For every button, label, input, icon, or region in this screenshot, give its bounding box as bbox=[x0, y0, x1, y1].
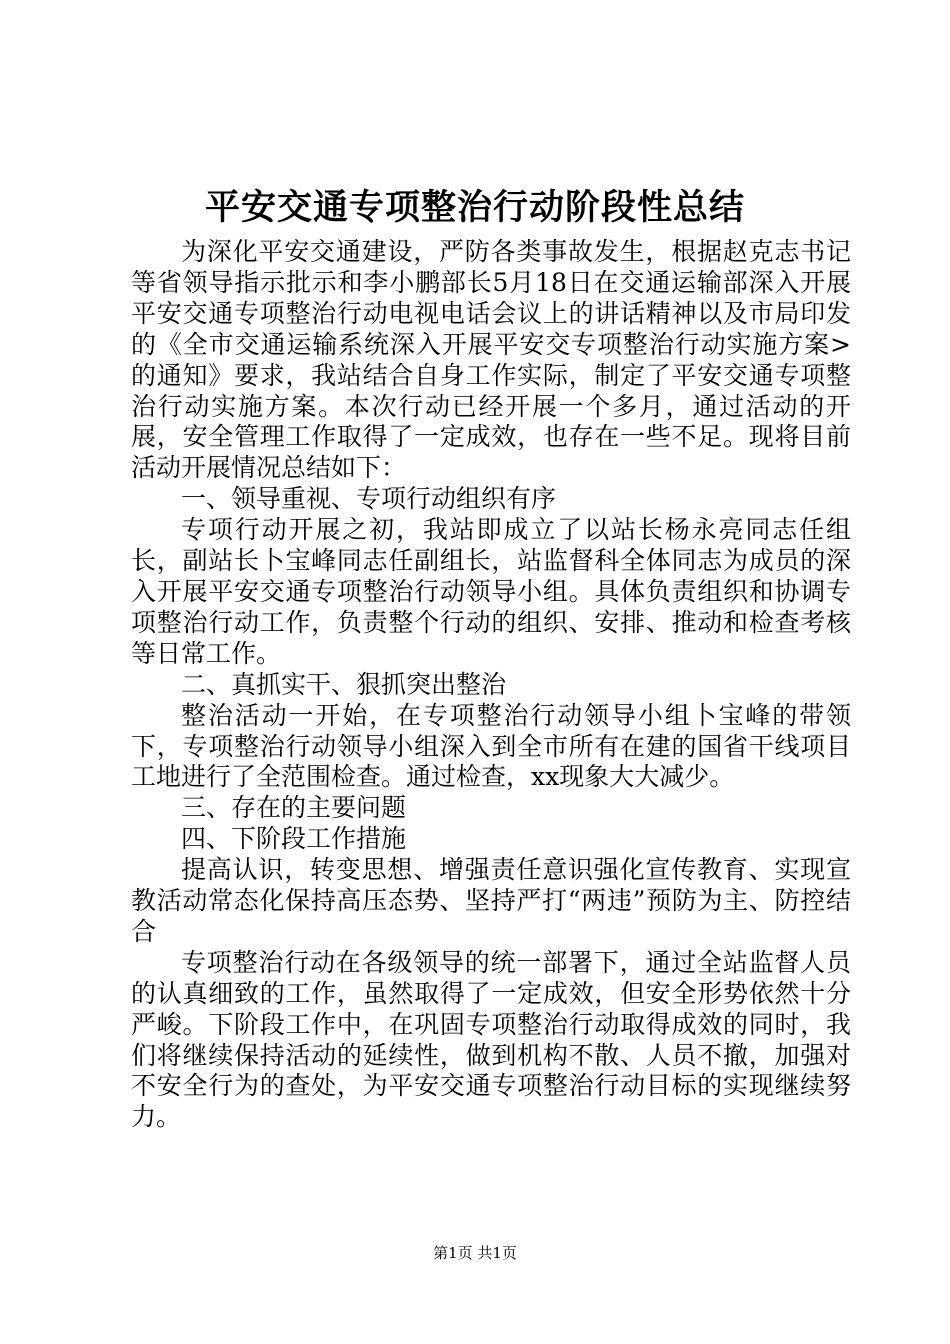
intro-paragraph: 为深化平安交通建设，严防各类事故发生，根据赵克志书记等省领导指示批示和李小鹏部长5月18日在交通运输部深入开展平安交通专项整治行动电视电话会议上的讲话精神以及市局印发的《全市交通运输系统深入开展平安交专项整治行动实施方案>的通知》要求，我站结合自身工作实际，制定了平安交通专项整治行动实施方案。本次行动已经开展一个多月，通过活动的开展，安全管理工作取得了一定成效，也存在一些不足。现将目前活动开展情况总结如下： bbox=[131, 237, 851, 483]
document-title: 平安交通专项整治行动阶段性总结 bbox=[204, 187, 745, 228]
section-4-paragraph: 提高认识，转变思想、增强责任意识强化宣传教育、实现宣教活动常态化保持高压态势、坚持严打“两违”预防为主、防控结合 bbox=[131, 855, 851, 946]
section-heading-2: 二、真抓实干、狠抓突出整治 bbox=[181, 669, 507, 699]
section-heading-1: 一、领导重视、专项行动组织有序 bbox=[181, 484, 557, 514]
section-heading-4: 四、下阶段工作措施 bbox=[181, 824, 407, 854]
section-2-paragraph: 整治活动一开始，在专项整治行动领导小组卜宝峰的带领下，专项整治行动领导小组深入到全市所有在建的国省干线项目工地进行了全范围检查。通过检查，xx现象大大减少。 bbox=[131, 700, 851, 792]
section-heading-3: 三、存在的主要问题 bbox=[181, 793, 407, 823]
closing-paragraph: 专项整治行动在各级领导的统一部署下，通过全站监督人员的认真细致的工作，虽然取得了一定成效，但安全形势依然十分严峻。下阶段工作中，在巩固专项整治行动取得成效的同时，我们将继续保持活动的延续性，做到机构不散、人员不撤，加强对不安全行为的查处，为平安交通专项整治行动目标的实现继续努力。 bbox=[131, 947, 851, 1132]
page-number-footer: 第1页 共1页 bbox=[433, 1244, 517, 1262]
document-body bbox=[131, 237, 851, 1133]
section-1-paragraph: 专项行动开展之初，我站即成立了以站长杨永亮同志任组长，副站长卜宝峰同志任副组长，站监督科全体同志为成员的深入开展平安交通专项整治行动领导小组。具体负责组织和协调专项整治行动工作，负责整个行动的组织、安排、推动和检查考核等日常工作。 bbox=[131, 515, 851, 668]
